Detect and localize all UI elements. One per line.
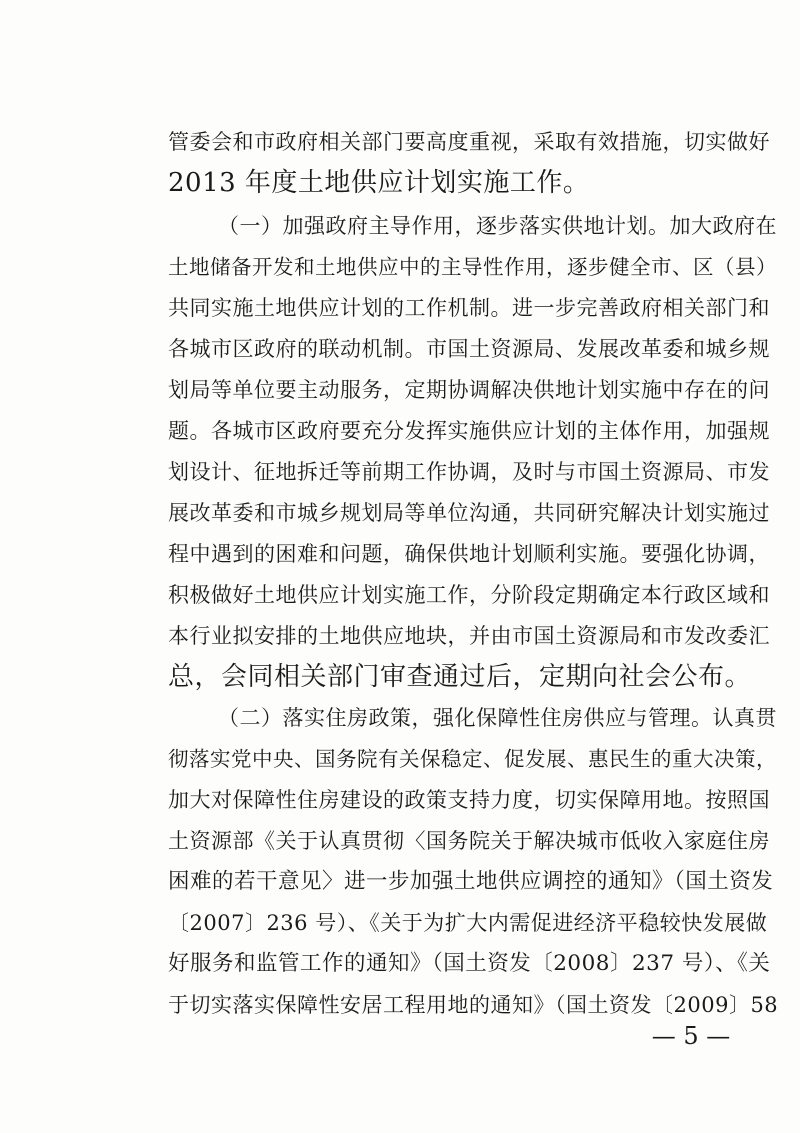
paragraph-heading-1: （一）加强政府主导作用，逐步落实供地计划。加大政府在	[218, 214, 777, 238]
text-line: 各城市区政府的联动机制。市国土资源局、发展改革委和城乡规	[168, 337, 770, 361]
text-line: 土资源部《关于认真贯彻〈国务院关于解决城市低收入家庭住房	[168, 829, 770, 853]
text-line: 题。各城市区政府要充分发挥实施供应计划的主体作用，加强规	[168, 419, 770, 443]
text-line: 困难的若干意见〉进一步加强土地供应调控的通知》（国土资发	[168, 869, 774, 894]
text-line: 2013 年度土地供应计划实施工作。	[168, 168, 590, 198]
text-line: 好服务和监管工作的通知》（国土资发〔2008〕237 号）、《关	[168, 951, 771, 976]
text-line: 〔2007〕236 号）、《关于为扩大内需促进经济平稳较快发展做	[168, 911, 768, 935]
text-line: 共同实施土地供应计划的工作机制。进一步完善政府相关部门和	[168, 296, 770, 320]
text-line: 土地储备开发和土地供应中的主导性作用，逐步健全市、区（县）	[168, 255, 777, 279]
text-line: 本行业拟安排的土地供应地块，并由市国土资源局和市发改委汇	[168, 624, 770, 648]
text-line: 划设计、征地拆迁等前期工作协调，及时与市国土资源局、市发	[168, 460, 770, 484]
paragraph-heading-2: （二）落实住房政策，强化保障性住房供应与管理。认真贯	[218, 706, 777, 730]
text-line: 加大对保障性住房建设的政策支持力度，切实保障用地。按照国	[168, 788, 770, 812]
text-line: 总，会同相关部门审查通过后，定期向社会公布。	[168, 662, 752, 692]
text-line: 展改革委和市城乡规划局等单位沟通，共同研究解决计划实施过	[168, 501, 770, 525]
text-line: 积极做好土地供应计划实施工作，分阶段定期确定本行政区域和	[168, 583, 770, 607]
text-line: 彻落实党中央、国务院有关保稳定、促发展、惠民生的重大决策，	[168, 747, 777, 771]
text-line: 管委会和市政府相关部门要高度重视，采取有效措施，切实做好	[168, 130, 770, 154]
page-number: — 5 —	[651, 1022, 731, 1050]
text-line: 于切实落实保障性安居工程用地的通知》（国土资发〔2009〕58	[168, 993, 779, 1017]
text-line: 程中遇到的困难和问题，确保供地计划顺利实施。要强化协调，	[168, 542, 770, 566]
text-line: 划局等单位要主动服务，定期协调解决供地计划实施中存在的问	[168, 378, 770, 402]
